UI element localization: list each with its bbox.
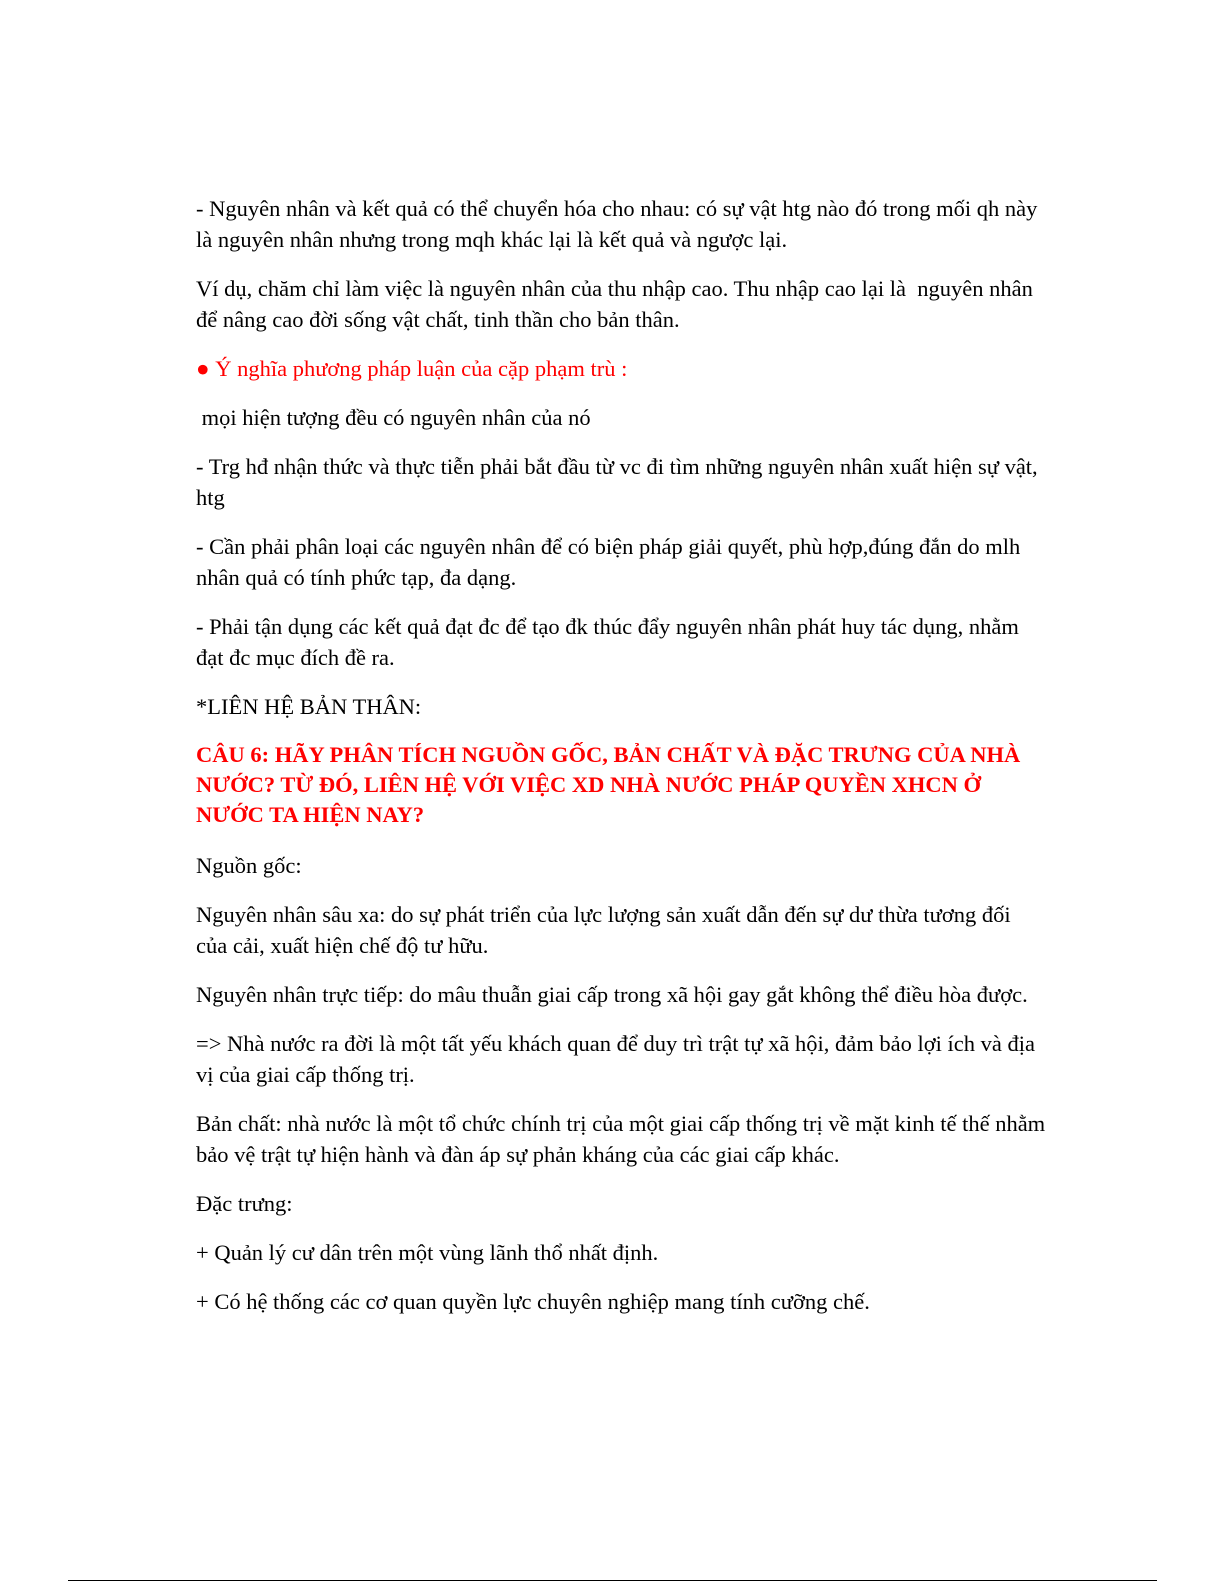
paragraph-deep-cause: Nguyên nhân sâu xa: do sự phát triển của lực lượng sản xuất dẫn đến sự dư thừa tương đối của cải, xuất hiện chế độ tư hữu. bbox=[196, 902, 1017, 958]
paragraph-features-label: Đặc trưng: bbox=[196, 1191, 293, 1216]
paragraph-cognition-practice: - Trg hđ nhận thức và thực tiễn phải bắt đầu từ vc đi tìm những nguyên nhân xuất hiện sự vật, htg bbox=[196, 454, 1044, 510]
paragraph-example: Ví dụ, chăm chỉ làm việc là nguyên nhân của thu nhập cao. Thu nhập cao lại là nguyên nhân để nâng cao đời sống vật chất, tinh thần cho bản thân. bbox=[196, 276, 1039, 332]
paragraph-feature-power: + Có hệ thống các cơ quan quyền lực chuyên nghiệp mang tính cưỡng chế. bbox=[196, 1289, 870, 1314]
page-bottom-divider bbox=[68, 1580, 1157, 1581]
paragraph-origin-label: Nguồn gốc: bbox=[196, 853, 302, 878]
paragraph-every-phenomenon: mọi hiện tượng đều có nguyên nhân của nó bbox=[196, 405, 591, 430]
document-page bbox=[196, 193, 1051, 1335]
paragraph-direct-cause: Nguyên nhân trực tiếp: do mâu thuẫn giai cấp trong xã hội gay gắt không thể điều hòa được. bbox=[196, 982, 1028, 1007]
paragraph-cause-effect-transform: - Nguyên nhân và kết quả có thể chuyển hóa cho nhau: có sự vật htg nào đó trong mối qh này là nguyên nhân nhưng trong mqh khác lại là kết quả và ngược lại. bbox=[196, 196, 1043, 252]
paragraph-use-results: - Phải tận dụng các kết quả đạt đc để tạo đk thúc đẩy nguyên nhân phát huy tác dụng, nhằm đạt đc mục đích đề ra. bbox=[196, 614, 1025, 670]
paragraph-self-relation: *LIÊN HỆ BẢN THÂN: bbox=[196, 694, 422, 719]
paragraph-nature: Bản chất: nhà nước là một tổ chức chính trị của một giai cấp thống trị về mặt kinh tế thế nhằm bảo vệ trật tự hiện hành và đàn áp sự phản kháng của các giai cấp khác. bbox=[196, 1111, 1051, 1167]
question-6-heading: CÂU 6: HÃY PHÂN TÍCH NGUỒN GỐC, BẢN CHẤT VÀ ĐẶC TRƯNG CỦA NHÀ NƯỚC? TỪ ĐÓ, LIÊN HỆ VỚI VIỆC XD NHÀ NƯỚC PHÁP QUYỀN XHCN Ở NƯỚC TA HIỆN NAY? bbox=[196, 742, 1021, 827]
paragraph-classify-causes: - Cần phải phân loại các nguyên nhân để có biện pháp giải quyết, phù hợp,đúng đắn do mlh nhân quả có tính phức tạp, đa dạng. bbox=[196, 534, 1026, 590]
paragraph-conclusion: => Nhà nước ra đời là một tất yếu khách quan để duy trì trật tự xã hội, đảm bảo lợi ích và địa vị của giai cấp thống trị. bbox=[196, 1031, 1041, 1087]
paragraph-feature-territory: + Quản lý cư dân trên một vùng lãnh thổ nhất định. bbox=[196, 1240, 659, 1265]
section-methodology-heading: ● Ý nghĩa phương pháp luận của cặp phạm trù : bbox=[196, 356, 628, 381]
